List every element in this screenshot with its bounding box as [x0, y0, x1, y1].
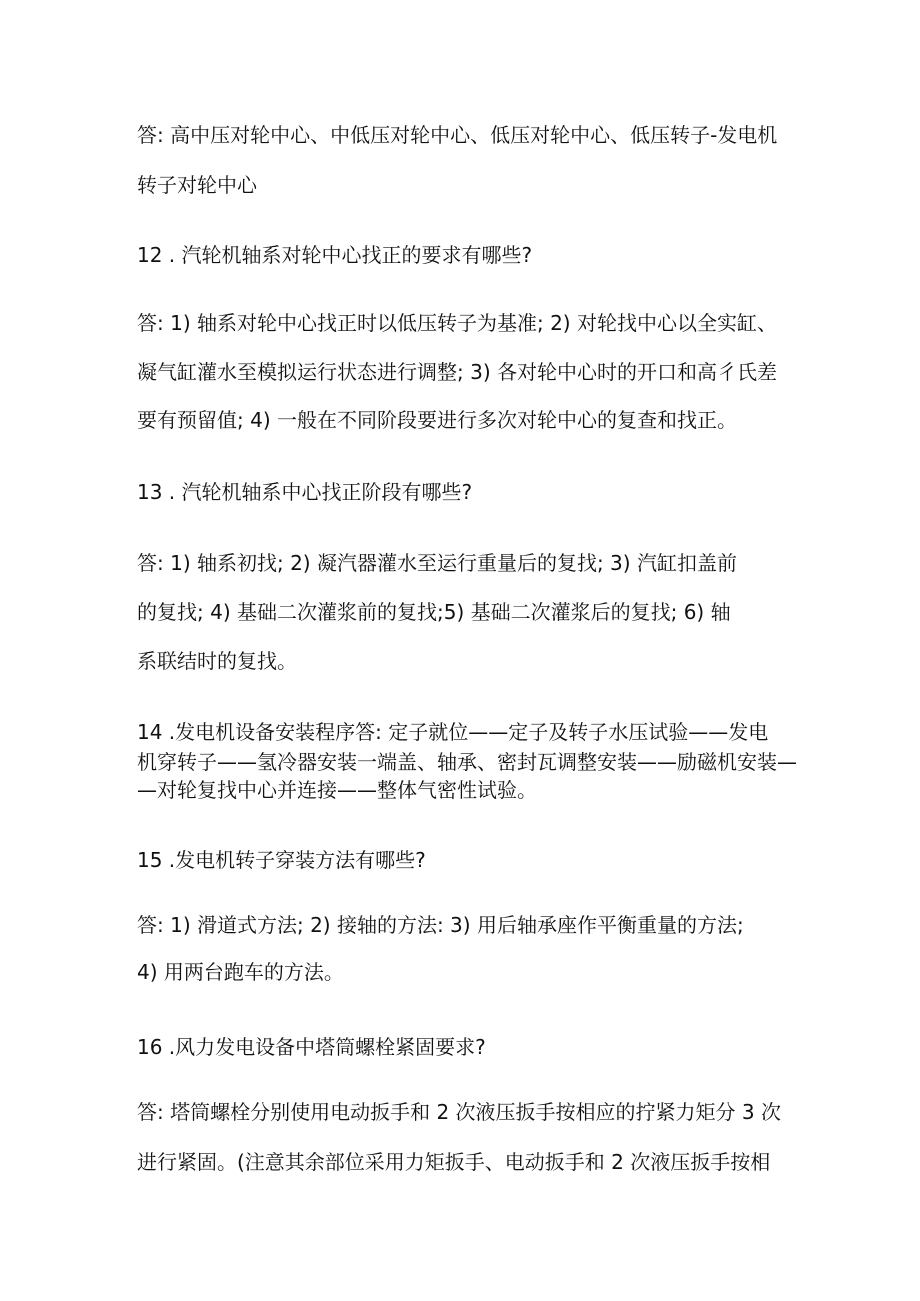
question-14-line-1: 14 .发电机设备安装程序答: 定子就位——定子及转子水压试验——发电: [137, 720, 769, 744]
question-12: 12 . 汽轮机轴系对轮中心找正的要求有哪些?: [137, 243, 533, 267]
question-16: 16 .风力发电设备中塔筒螺栓紧固要求?: [137, 1035, 486, 1059]
answer-12-line-3: 要有预留值; 4) 一般在不同阶段要进行多次对轮中心的复查和找正。: [137, 408, 737, 432]
question-15: 15 .发电机转子穿装方法有哪些?: [137, 848, 426, 872]
question-13: 13 . 汽轮机轴系中心找正阶段有哪些?: [137, 480, 473, 504]
answer-13-line-3: 系联结时的复找。: [137, 649, 297, 673]
answer-13-line-1: 答: 1) 轴系初找; 2) 凝汽器灌水至运行重量后的复找; 3) 汽缸扣盖前: [137, 551, 737, 575]
answer-12-line-1: 答: 1) 轴系对轮中心找正时以低压转子为基准; 2) 对轮找中心以全实缸、: [137, 311, 777, 335]
answer-11-line-1: 答: 高中压对轮中心、中低压对轮中心、低压对轮中心、低压转子-发电机: [137, 123, 778, 147]
answer-15-line-1: 答: 1) 滑道式方法; 2) 接轴的方法: 3) 用后轴承座作平衡重量的方法;: [137, 913, 744, 937]
answer-13-line-2: 的复找; 4) 基础二次灌浆前的复找;5) 基础二次灌浆后的复找; 6) 轴: [137, 600, 731, 624]
answer-15-line-2: 4) 用两台跑车的方法。: [137, 960, 344, 984]
answer-12-line-2: 凝气缸灌水至模拟运行状态进行调整; 3) 各对轮中心时的开口和高彳氏差: [137, 360, 777, 384]
answer-16-line-2: 进行紧固。(注意其余部位采用力矩扳手、电动扳手和 2 次液压扳手按相: [137, 1150, 771, 1174]
answer-16-line-1: 答: 塔筒螺栓分别使用电动扳手和 2 次液压扳手按相应的拧紧力矩分 3 次: [137, 1100, 781, 1124]
question-14-line-2: 机穿转子——氢冷器安装一端盖、轴承、密封瓦调整安装——励磁机安装—: [137, 750, 797, 774]
question-14-line-3: —对轮复找中心并连接——整体气密性试验。: [137, 778, 537, 802]
answer-11-line-2: 转子对轮中心: [137, 173, 257, 197]
